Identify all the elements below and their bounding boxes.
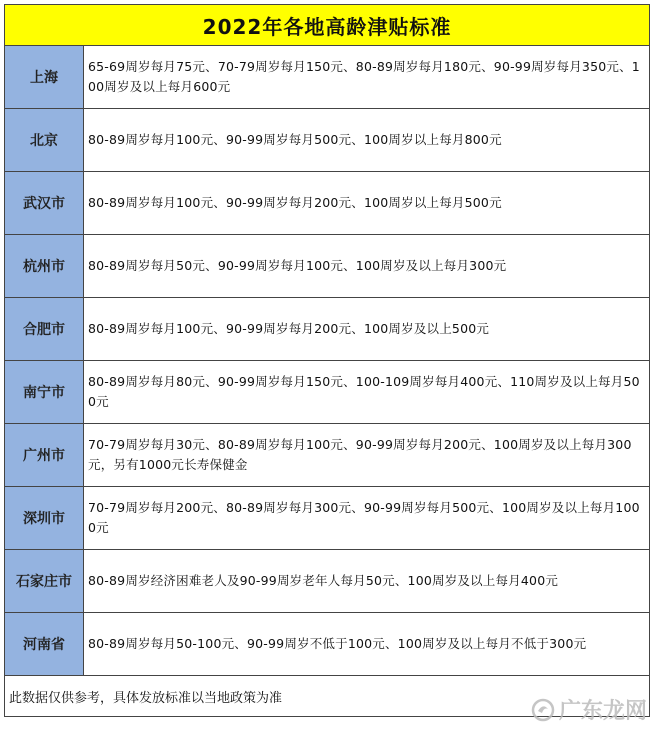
- subsidy-desc-cell: 80-89周岁经济困难老人及90-99周岁老年人每月50元、100周岁及以上每月400元: [88, 573, 559, 588]
- subsidy-desc-cell: 70-79周岁每月200元、80-89周岁每月300元、90-99周岁每月500元、100周岁及以上每月1000元: [88, 500, 640, 535]
- subsidy-table: [4, 4, 650, 717]
- subsidy-desc-cell: 80-89周岁每月50-100元、90-99周岁不低于100元、100周岁及以上每月不低于300元: [88, 636, 587, 651]
- table-row: [5, 109, 649, 172]
- city-cell: 深圳市: [5, 487, 84, 549]
- city-cell: 石家庄市: [5, 550, 84, 612]
- subsidy-desc-cell: 80-89周岁每月100元、90-99周岁每月200元、100周岁及以上500元: [88, 321, 490, 336]
- watermark-logo-icon: [531, 698, 555, 722]
- city-cell: 北京: [5, 109, 84, 171]
- table-row: [5, 235, 649, 298]
- table-row: [5, 298, 649, 361]
- city-cell: 杭州市: [5, 235, 84, 297]
- footer-text: 此数据仅供参考，具体发放标准以当地政策为准: [9, 690, 283, 706]
- city-cell: 合肥市: [5, 298, 84, 360]
- table-row: [5, 487, 649, 550]
- city-cell: 南宁市: [5, 361, 84, 423]
- watermark-text: 广东龙网: [558, 699, 647, 724]
- table-row: [5, 361, 649, 424]
- table-title: 2022年各地高龄津贴标准: [5, 5, 649, 46]
- table-row: [5, 424, 649, 487]
- subsidy-desc-cell: 65-69周岁每月75元、70-79周岁每月150元、80-89周岁每月180元、90-99周岁每月350元、100周岁及以上每月600元: [88, 59, 640, 94]
- subsidy-desc-cell: 70-79周岁每月30元、80-89周岁每月100元、90-99周岁每月200元、100周岁及以上每月300元，另有1000元长寿保健金: [88, 437, 632, 472]
- subsidy-desc-cell: 80-89周岁每月100元、90-99周岁每月200元、100周岁以上每月500元: [88, 195, 502, 210]
- table-row: [5, 550, 649, 613]
- watermark: [531, 694, 647, 725]
- city-cell: 武汉市: [5, 172, 84, 234]
- city-cell: 广州市: [5, 424, 84, 486]
- city-cell: 上海: [5, 46, 84, 108]
- table-row: [5, 46, 649, 109]
- table-row: [5, 172, 649, 235]
- subsidy-desc-cell: 80-89周岁每月80元、90-99周岁每月150元、100-109周岁每月400元、110周岁及以上每月500元: [88, 374, 640, 409]
- subsidy-desc-cell: 80-89周岁每月100元、90-99周岁每月500元、100周岁以上每月800元: [88, 132, 502, 147]
- subsidy-desc-cell: 80-89周岁每月50元、90-99周岁每月100元、100周岁及以上每月300元: [88, 258, 507, 273]
- table-row: [5, 613, 649, 676]
- city-cell: 河南省: [5, 613, 84, 675]
